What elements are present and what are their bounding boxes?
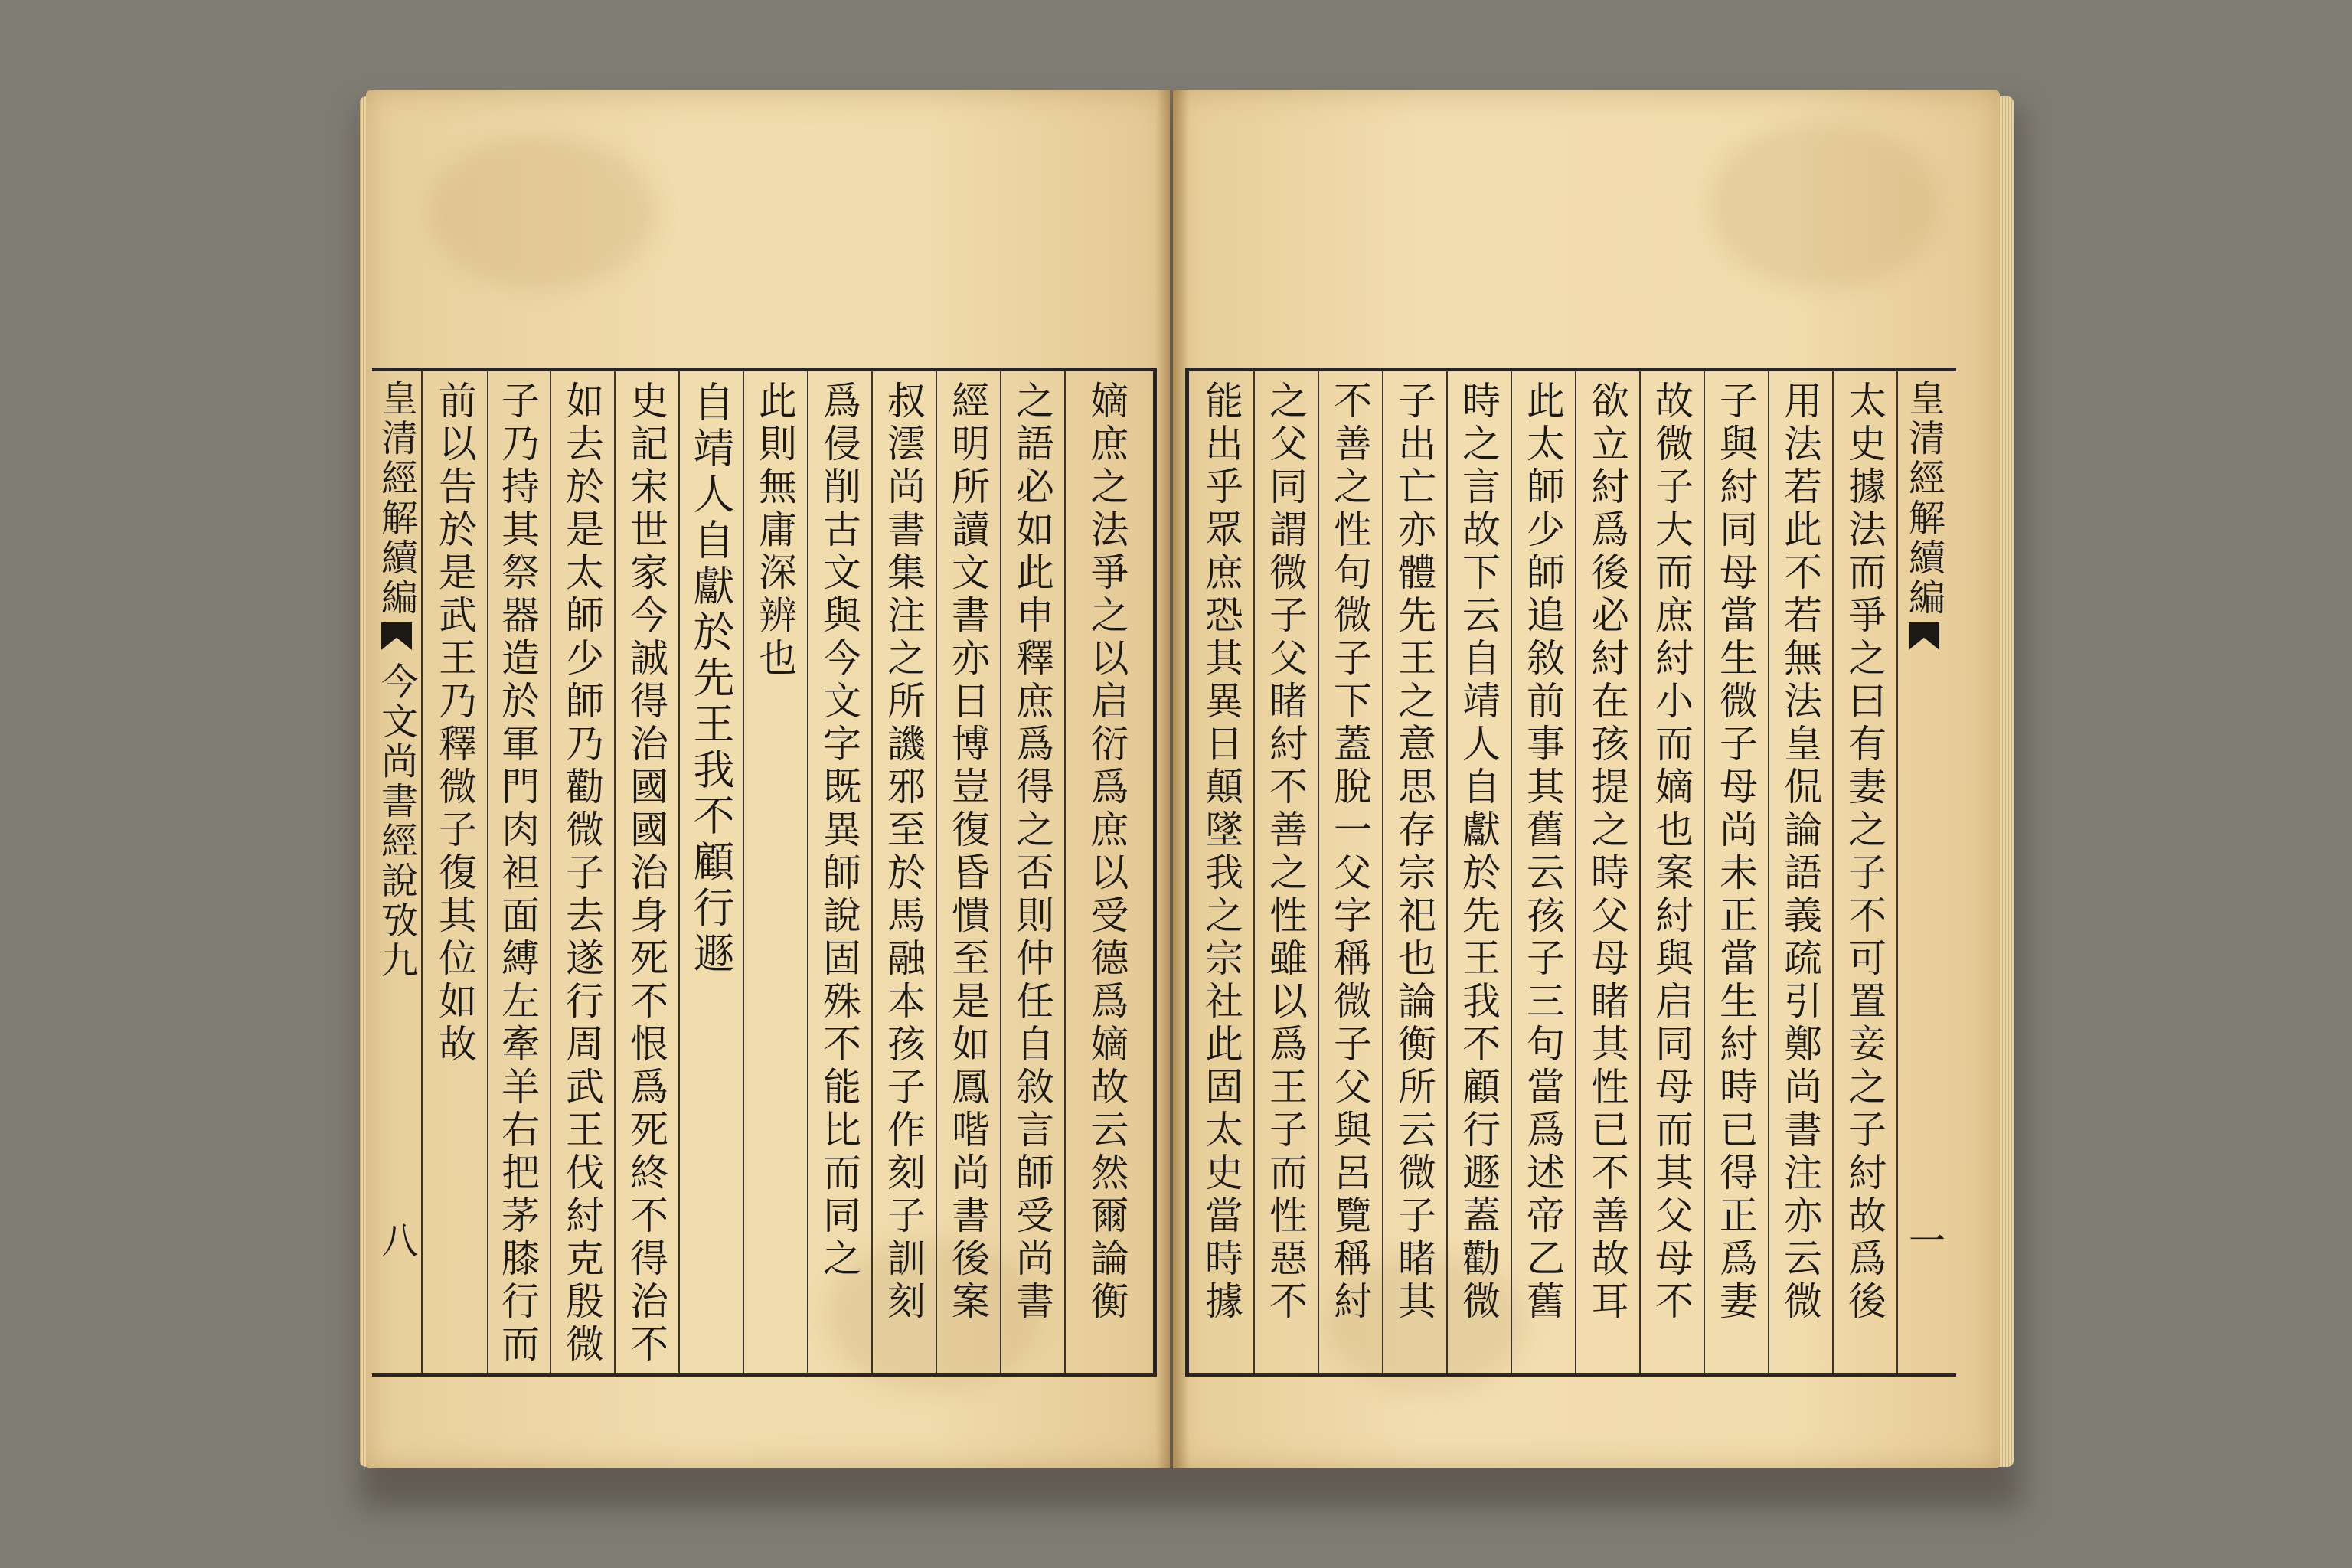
column-text: 嫡庶之法爭之以启衍爲庶以受德爲嫡故云然爾論衡 <box>1084 381 1129 1324</box>
column-text: 叔澐尚書集注之所譏邪至於馬融本孩子作刻子訓刻 <box>881 381 926 1324</box>
text-column <box>1704 371 1769 1373</box>
right-text-frame <box>1185 368 1956 1377</box>
column-text: 此則無庸深辨也 <box>753 381 797 681</box>
text-column <box>1189 371 1255 1373</box>
column-text: 史記宋世家今誠得治國國治身死不恨爲死終不得治不 <box>624 381 668 1367</box>
text-column <box>1832 371 1898 1373</box>
left-page-number: 八 <box>374 1221 418 1258</box>
column-text: 爲侵削古文與今文字既異師說固殊不能比而同之 <box>817 381 861 1281</box>
right-page-number: 一 <box>1902 1221 1945 1258</box>
text-column <box>1318 371 1383 1373</box>
left-margin-title: 皇清經解續編 <box>374 379 418 618</box>
column-text: 之父同謂微子父睹紂不善之性雖以爲王子而性惡不 <box>1263 381 1308 1324</box>
text-column <box>1511 371 1576 1373</box>
column-text: 如去於是太師少師乃勸微子去遂行周武王伐紂克殷微 <box>560 381 604 1367</box>
text-column <box>1639 371 1705 1373</box>
column-text: 子出亡亦體先王之意思存宗祀也論衡所云微子睹其 <box>1392 381 1436 1324</box>
column-text: 自靖人自獻於先王我不顧行遯 <box>687 381 735 978</box>
column-text: 前以告於是武王乃釋微子復其位如故 <box>433 381 477 1067</box>
text-column <box>1000 371 1066 1373</box>
fishtail-mark-icon <box>1909 622 1939 650</box>
left-text-frame <box>372 368 1157 1377</box>
column-text: 之語必如此申釋庶爲得之否則仲任自敘言師受尚書 <box>1010 381 1054 1324</box>
column-text: 時之言故下云自靖人自獻於先王我不顧行遯蓋勸微 <box>1456 381 1501 1324</box>
left-margin-column <box>372 371 421 1373</box>
column-text: 太史據法而爭之曰有妻之子不可置妾之子紂故爲後 <box>1842 381 1886 1324</box>
column-text: 不善之性句微子下蓋脫一父字稱微子父與呂覽稱紂 <box>1328 381 1372 1324</box>
text-column <box>743 371 808 1373</box>
right-margin-column <box>1896 371 1952 1373</box>
left-margin-subtitle: 今文尚書經說攷九 <box>374 662 418 981</box>
text-column <box>421 371 488 1373</box>
right-margin-title: 皇清經解續編 <box>1902 379 1945 618</box>
text-column <box>1064 371 1149 1373</box>
column-text: 能出乎眾庶恐其異日顛墜我之宗社此固太史當時據 <box>1199 381 1243 1324</box>
text-column <box>936 371 1001 1373</box>
text-column <box>1253 371 1319 1373</box>
column-text: 此太師少師追敘前事其舊云孩子三句當爲述帝乙舊 <box>1521 381 1565 1324</box>
text-column <box>678 371 744 1373</box>
text-column <box>871 371 937 1373</box>
column-text: 經明所讀文書亦日博豈復昏憒至是如鳳喈尚書後案 <box>946 381 990 1324</box>
fishtail-mark-icon <box>381 622 412 650</box>
text-column <box>1575 371 1641 1373</box>
column-text: 用法若此不若無法皇侃論語義疏引鄭尚書注亦云微 <box>1778 381 1822 1324</box>
column-text: 故微子大而庶紂小而嫡也案紂與启同母而其父母不 <box>1649 381 1694 1324</box>
text-column <box>807 371 873 1373</box>
text-column <box>485 371 551 1373</box>
column-text: 子乃持其祭器造於軍門肉袒面縛左牽羊右把茅膝行而 <box>495 381 540 1367</box>
column-text: 子與紂同母當生微子母尚未正當生紂時已得正爲妻 <box>1713 381 1758 1324</box>
text-column <box>1382 371 1448 1373</box>
text-column <box>1446 371 1512 1373</box>
text-column <box>1768 371 1834 1373</box>
column-text: 欲立紂爲後必紂在孩提之時父母睹其性已不善故耳 <box>1585 381 1629 1324</box>
text-column <box>614 371 680 1373</box>
text-column <box>550 371 616 1373</box>
